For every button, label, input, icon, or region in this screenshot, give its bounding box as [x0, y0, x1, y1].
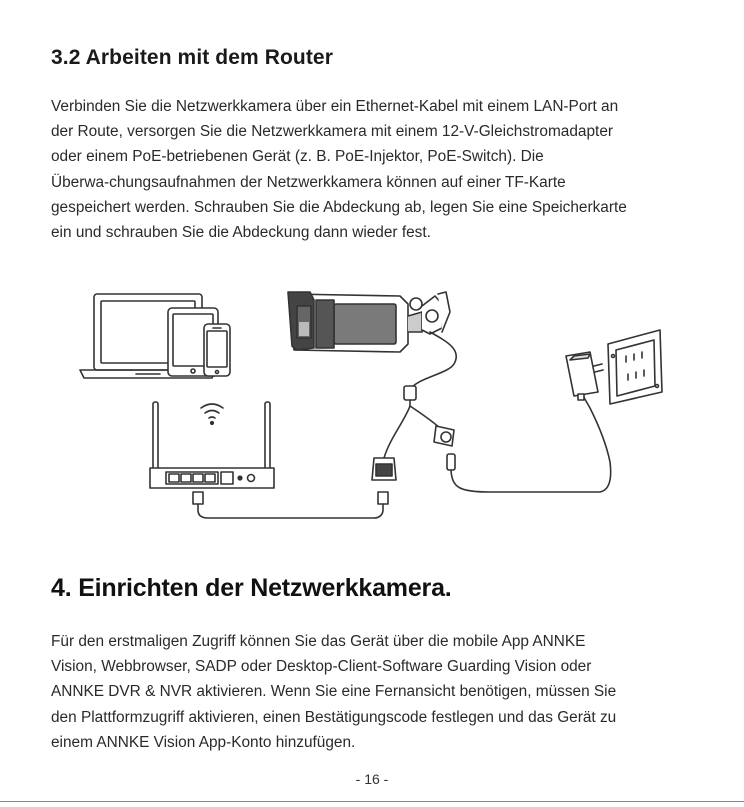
router-icon: [150, 402, 274, 488]
setup-paragraph: [51, 629, 616, 755]
chapter-title: 4. Einrichten der Netzwerkkamera.: [51, 574, 452, 602]
wall-outlet-icon: [608, 330, 662, 404]
text-line: einem ANNKE Vision App-Konto hinzufügen.: [51, 733, 356, 751]
text-line: gespeichert werden. Schrauben Sie die Abdeckung ab, legen Sie eine Speicherkarte: [51, 198, 627, 216]
text-line: ANNKE DVR & NVR aktivieren. Wenn Sie eine Fernansicht benötigen, müssen Sie: [51, 683, 617, 701]
text-line: Überwa-chungsaufnahmen der Netzwerkkamera können auf einer TF-Karte: [51, 173, 566, 191]
text-line: ein und schrauben Sie die Abdeckung dann wieder fest.: [51, 224, 431, 242]
wifi-icon: [201, 404, 223, 424]
text-line: der Route, versorgen Sie die Netzwerkkamera mit einem 12-V-Gleichstromadapter: [51, 123, 613, 141]
phone-icon: [204, 324, 230, 376]
camera-icon: [288, 292, 450, 352]
text-line: oder einem PoE-betriebenen Gerät (z. B. PoE-Injektor, PoE-Switch). Die: [51, 148, 544, 166]
connection-diagram: [70, 282, 670, 522]
text-line: den Plattformzugriff aktivieren, einen Bestätigungscode festlegen und das Gerät zu: [51, 708, 617, 726]
intro-paragraph: [51, 94, 627, 245]
power-adapter-icon: [566, 352, 603, 400]
text-line: Verbinden Sie die Netzwerkkamera über ein Ethernet-Kabel mit einem LAN-Port an: [51, 98, 619, 115]
page-number: - 16 -: [355, 771, 389, 787]
text-line: Vision, Webbrowser, SADP oder Desktop-Client-Software Guarding Vision oder: [51, 658, 592, 676]
bottom-rule: [0, 801, 744, 802]
section-title: 3.2 Arbeiten mit dem Router: [51, 46, 333, 69]
text-line: Für den erstmaligen Zugriff können Sie das Gerät über die mobile App ANNKE: [51, 633, 586, 650]
